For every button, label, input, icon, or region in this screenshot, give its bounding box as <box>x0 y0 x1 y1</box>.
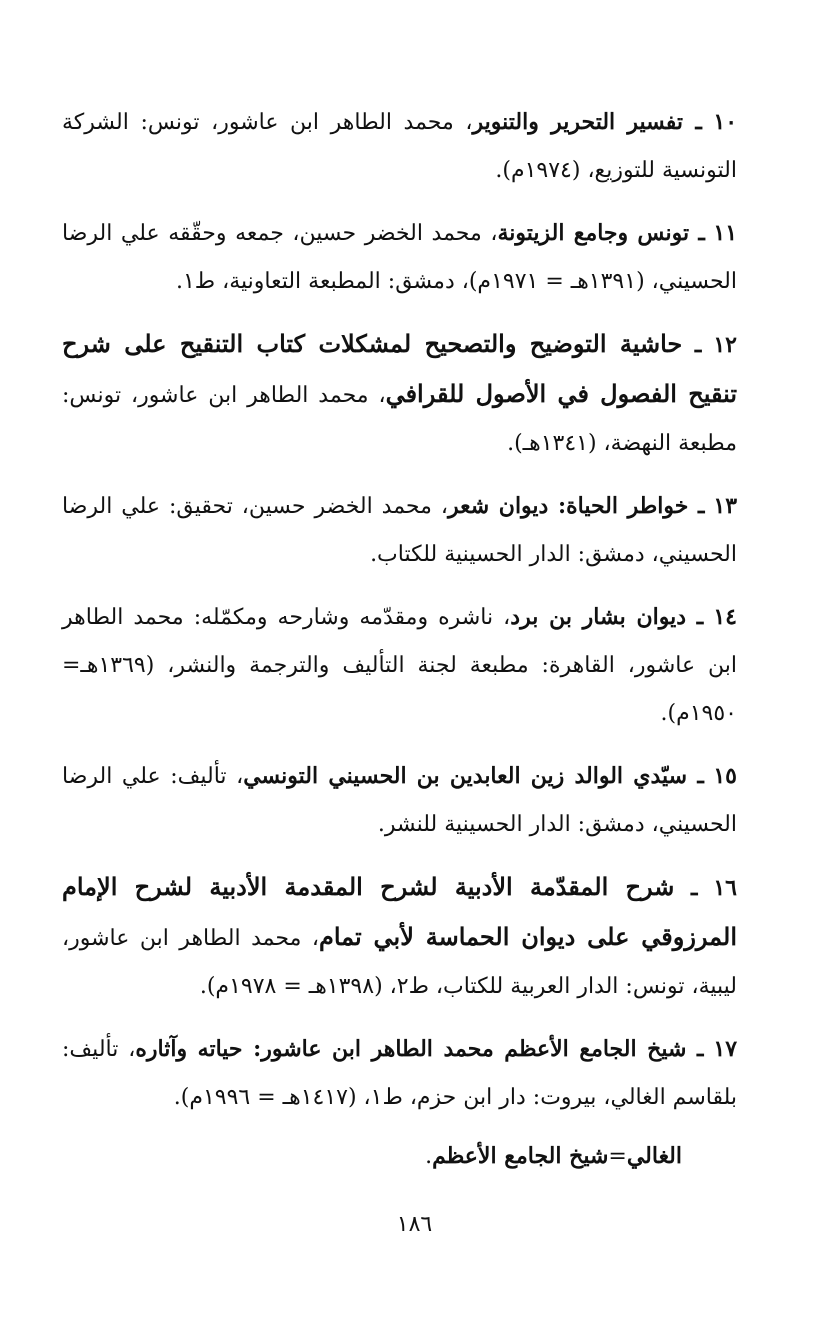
entry-details: ، ناشره ومقدّمه وشارحه ومكمّله: محمد الطاهر ابن عاشور، القاهرة: مطبعة لجنة التأليف والترجمة والنشر، (١٣٦٩هـ= ١٩٥٠م). <box>62 605 737 726</box>
bibliography-entry-15: ١٥ ـ سيّدي الوالد زين العابدين بن الحسيني التونسي، تأليف: علي الرضا الحسيني، دمشق: الدار الحسينية للنشر. <box>62 763 737 837</box>
entry-details: ، محمد الخضر حسين، تحقيق: علي الرضا الحسيني، دمشق: الدار الحسينية للكتاب. <box>62 494 737 567</box>
bibliography-entry-13: ١٣ ـ خواطر الحياة: ديوان شعر، محمد الخضر حسين، تحقيق: علي الرضا الحسيني، دمشق: الدار الحسينية للكتاب. <box>62 493 738 567</box>
entry-number: ١٢ <box>713 332 737 358</box>
bibliography-entry-11: ١١ ـ تونس وجامع الزيتونة، محمد الخضر حسين، جمعه وحقّقه علي الرضا الحسيني، (١٣٩١هـ = ١٩٧١م)، دمشق: المطبعة التعاونية، ط١. <box>62 220 738 294</box>
abbreviation-note <box>62 1132 737 1181</box>
entry-number: ١٧ <box>713 1036 738 1062</box>
entry-title: تفسير التحرير والتنوير <box>472 109 684 135</box>
entry-title: تونس وجامع الزيتونة <box>497 220 690 246</box>
entry-details: ، محمد الطاهر ابن عاشور، تونس: مطبعة النهضة، (١٣٤١هـ). <box>62 383 737 456</box>
entry-details: ، محمد الطاهر ابن عاشور، تونس: الشركة التونسية للتوزيع، (١٩٧٤م). <box>62 110 737 183</box>
entry-details: ، تأليف: بلقاسم الغالي، بيروت: دار ابن حزم، ط١، (١٤١٧هـ = ١٩٩٦م). <box>62 1037 737 1110</box>
note-equals: = <box>608 1144 627 1169</box>
entry-number: ١١ <box>713 220 738 246</box>
page-number: ١٨٦ <box>396 1212 433 1237</box>
entry-number: ١٣ <box>713 493 738 519</box>
entry-title: سيّدي الوالد زين العابدين بن الحسيني التونسي <box>243 763 688 789</box>
entry-number: ١٠ <box>713 109 738 135</box>
entry-title: شرح المقدّمة الأدبية لشرح المقدمة الأدبية لشرح الإمام المرزوقي على ديوان الحماسة لأبي تمام <box>62 872 738 951</box>
note-abbreviation: الغالي <box>626 1143 682 1169</box>
bibliography-list <box>62 98 737 1122</box>
bibliography-entry-14: ١٤ ـ ديوان بشار بن برد، ناشره ومقدّمه وشارحه ومكمّله: محمد الطاهر ابن عاشور، القاهرة: مطبعة لجنة التأليف والترجمة والنشر، (١٣٦٩هـ= ١٩٥٠م). <box>62 604 737 726</box>
entry-title: شيخ الجامع الأعظم محمد الطاهر ابن عاشور: حياته وآثاره <box>135 1036 687 1062</box>
entry-title: حاشية التوضيح والتصحيح لمشكلات كتاب التنقيح على شرح تنقيح الفصول في الأصول للقرافي <box>62 329 738 408</box>
entry-number: ١٦ <box>713 875 737 901</box>
entry-number: ١٤ <box>713 604 737 630</box>
bibliography-entry-16: ١٦ ـ شرح المقدّمة الأدبية لشرح المقدمة الأدبية لشرح الإمام المرزوقي على ديوان الحماسة لأبي تمام، محمد الطاهر ابن عاشور، ليبية، تونس: الدار العربية للكتاب، ط٢، (١٣٩٨هـ = ١٩٧٨م). <box>62 872 738 999</box>
bibliography-entry-12: ١٢ ـ حاشية التوضيح والتصحيح لمشكلات كتاب التنقيح على شرح تنقيح الفصول في الأصول للقرافي، محمد الطاهر ابن عاشور، تونس: مطبعة النهضة، (١٣٤١هـ). <box>62 329 738 456</box>
entry-details: ، محمد الطاهر ابن عاشور، ليبية، تونس: الدار العربية للكتاب، ط٢، (١٣٩٨هـ = ١٩٧٨م). <box>62 926 737 999</box>
note-end: . <box>425 1144 433 1169</box>
note-full-title: شيخ الجامع الأعظم <box>432 1143 609 1169</box>
bibliography-entry-17: ١٧ ـ شيخ الجامع الأعظم محمد الطاهر ابن عاشور: حياته وآثاره، تأليف: بلقاسم الغالي، بيروت: دار ابن حزم، ط١، (١٤١٧هـ = ١٩٩٦م). <box>62 1036 738 1110</box>
entry-details: ، محمد الخضر حسين، جمعه وحقّقه علي الرضا الحسيني، (١٣٩١هـ = ١٩٧١م)، دمشق: المطبعة التعاونية، ط١. <box>62 221 737 294</box>
entry-number: ١٥ <box>713 763 737 789</box>
entry-title: خواطر الحياة: ديوان شعر <box>447 493 689 519</box>
bibliography-entry-10: ١٠ ـ تفسير التحرير والتنوير، محمد الطاهر ابن عاشور، تونس: الشركة التونسية للتوزيع، (١٩٧٤م). <box>62 109 738 183</box>
entry-details: ، تأليف: علي الرضا الحسيني، دمشق: الدار الحسينية للنشر. <box>62 764 737 837</box>
entry-title: ديوان بشار بن برد <box>510 604 687 630</box>
